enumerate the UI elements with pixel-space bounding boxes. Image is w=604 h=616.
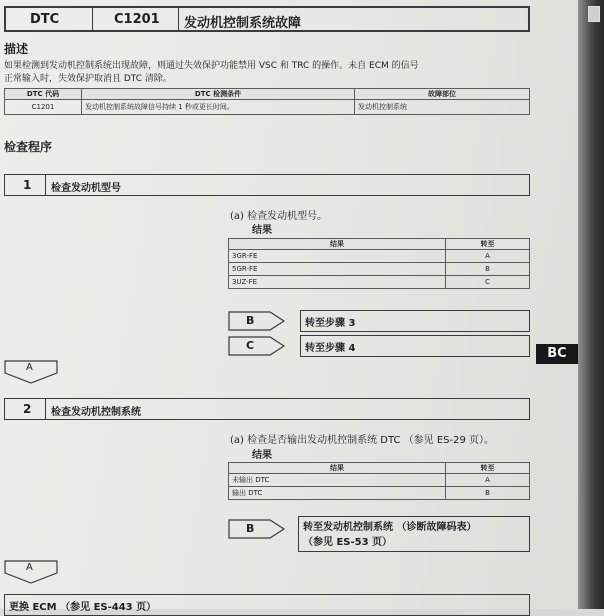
arrow-right-icon xyxy=(228,519,286,539)
arrow-right-icon xyxy=(228,311,286,331)
step-title: 检查发动机型号 xyxy=(51,183,121,194)
description-line-1: 如果检测到发动机控制系统出现故障，则通过失效保护功能禁用 VSC 和 TRC 的操作。未自 ECM 的信号 xyxy=(4,61,419,71)
cell-goto: A xyxy=(446,250,530,263)
goto-text: 转至步骤 4 xyxy=(305,343,356,354)
branch-letter: C xyxy=(246,339,255,352)
dtc-header xyxy=(4,6,530,32)
dtc-condition-table xyxy=(4,88,530,115)
goto-dtc-chart-box[interactable] xyxy=(298,516,530,552)
cell-goto: B xyxy=(446,487,530,500)
cell-dtc-code: C1201 xyxy=(5,100,82,115)
step-title: 检查发动机控制系统 xyxy=(51,407,141,418)
col-detect-condition: DTC 检测条件 xyxy=(82,89,355,100)
final-action-box xyxy=(4,594,530,616)
description-heading: 描述 xyxy=(4,42,29,56)
cell-trouble-area: 发动机控制系统 xyxy=(355,100,530,115)
step-divider xyxy=(45,399,46,419)
header-divider xyxy=(178,8,179,30)
cell-detect-condition: 发动机控制系统故障信号持续 1 秒或更长时间。 xyxy=(82,100,355,115)
cell-goto: A xyxy=(446,474,530,487)
branch-letter: A xyxy=(26,362,33,373)
goto-text-ref: （参见 ES-53 页） xyxy=(303,537,393,548)
branch-letter: B xyxy=(246,522,255,535)
branch-c-arrow[interactable] xyxy=(228,336,286,356)
goto-step-4-box[interactable] xyxy=(300,335,530,357)
step-number: 1 xyxy=(23,178,32,192)
col-trouble-area: 故障部位 xyxy=(355,89,530,100)
table-row xyxy=(229,250,530,263)
col-result: 结果 xyxy=(229,239,446,250)
branch-b-arrow[interactable] xyxy=(228,311,286,331)
table-header-row xyxy=(5,89,530,100)
header-divider xyxy=(92,8,93,30)
page-edge-shadow xyxy=(578,0,604,609)
goto-text: 转至发动机控制系统 （诊断故障码表） xyxy=(303,522,477,533)
section-tab: BC xyxy=(536,344,578,364)
step-1-result-table xyxy=(228,238,530,289)
table-row xyxy=(229,276,530,289)
step-1-instruction: (a) 检查发动机型号。 xyxy=(230,211,328,222)
cell-result: 3GR-FE xyxy=(229,250,446,263)
col-goto: 转至 xyxy=(446,463,530,474)
step-1-result-label: 结果 xyxy=(252,225,272,236)
step-1-box xyxy=(4,174,530,196)
dtc-code: C1201 xyxy=(114,12,160,27)
cell-result: 输出 DTC xyxy=(229,487,446,500)
col-dtc-code: DTC 代码 xyxy=(5,89,82,100)
arrow-right-icon xyxy=(228,336,286,356)
step-divider xyxy=(45,175,46,195)
step-2-instruction: (a) 检查是否输出发动机控制系统 DTC （参见 ES-29 页）。 xyxy=(230,435,495,446)
cell-goto: C xyxy=(446,276,530,289)
step-number: 2 xyxy=(23,402,32,416)
branch-a-arrow[interactable] xyxy=(4,560,58,584)
cell-goto: B xyxy=(446,263,530,276)
procedure-heading: 检查程序 xyxy=(4,140,53,154)
goto-text: 转至步骤 3 xyxy=(305,318,356,329)
page-marker-icon xyxy=(588,6,600,22)
cell-result: 未输出 DTC xyxy=(229,474,446,487)
table-header-row xyxy=(229,239,530,250)
table-row xyxy=(229,487,530,500)
step-2-box xyxy=(4,398,530,420)
branch-b-arrow[interactable] xyxy=(228,519,286,539)
table-row xyxy=(229,263,530,276)
branch-letter: A xyxy=(26,562,33,573)
dtc-label: DTC xyxy=(30,12,60,27)
table-row xyxy=(229,474,530,487)
description-line-2: 正常输入时，失效保护取消且 DTC 清除。 xyxy=(4,74,172,84)
final-action-text: 更换 ECM （参见 ES-443 页） xyxy=(9,602,157,613)
branch-letter: B xyxy=(246,314,255,327)
table-header-row xyxy=(229,463,530,474)
table-row xyxy=(5,100,530,115)
branch-a-arrow[interactable] xyxy=(4,360,58,384)
step-2-result-table xyxy=(228,462,530,500)
col-result: 结果 xyxy=(229,463,446,474)
dtc-title: 发动机控制系统故障 xyxy=(184,16,302,31)
step-2-result-label: 结果 xyxy=(252,450,272,461)
cell-result: 5GR-FE xyxy=(229,263,446,276)
cell-result: 3UZ-FE xyxy=(229,276,446,289)
goto-step-3-box[interactable] xyxy=(300,310,530,332)
col-goto: 转至 xyxy=(446,239,530,250)
